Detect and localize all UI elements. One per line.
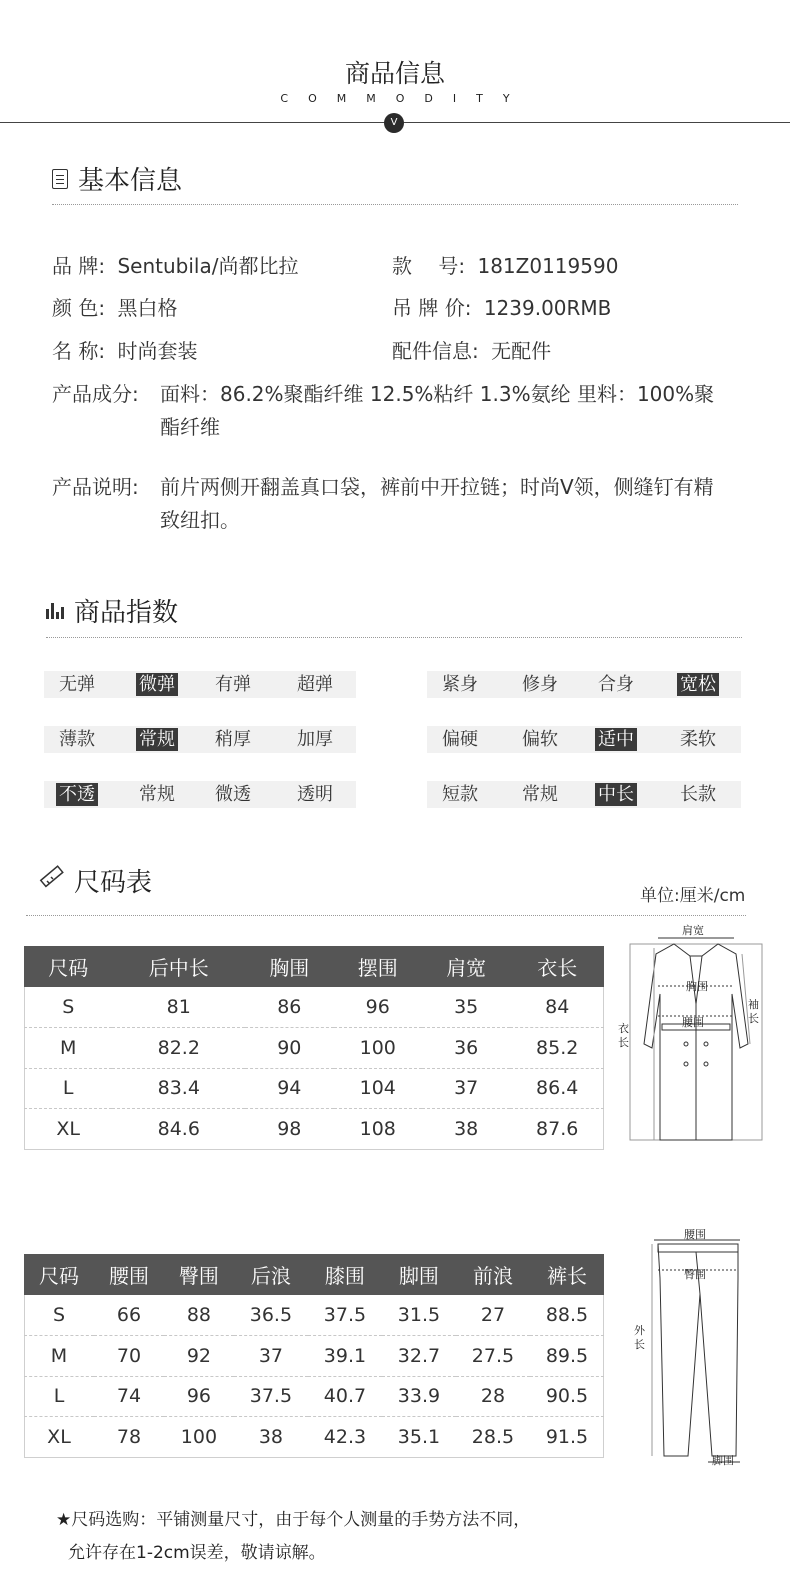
table-cell: 84 [510, 987, 604, 1028]
column-header: 臀围 [164, 1254, 234, 1295]
table-cell: 33.9 [382, 1376, 456, 1417]
table-cell: 96 [164, 1376, 234, 1417]
name-label: 名 称: [52, 339, 106, 363]
pants-diagram [632, 1228, 762, 1468]
column-header: 肩宽 [422, 946, 510, 987]
price-row [392, 292, 611, 321]
table-cell: 38 [258, 1426, 283, 1448]
index-option: 无弹 [59, 674, 95, 695]
color-label: 颜 色: [52, 296, 106, 320]
index-option: 修身 [522, 674, 558, 695]
table-cell: 83.4 [112, 1068, 245, 1109]
table-cell: L [24, 1068, 112, 1109]
column-header: 后中长 [112, 946, 245, 987]
coat-length-label-b: 长 [618, 1036, 629, 1049]
accessory-value: 无配件 [491, 339, 552, 363]
style-row [392, 250, 618, 279]
column-header: 裤长 [530, 1254, 604, 1295]
table-row [24, 1028, 604, 1069]
column-header: 尺码 [24, 946, 112, 987]
coat-shoulder-label: 肩宽 [682, 924, 704, 937]
basic-info-heading [52, 160, 182, 197]
table-cell: 88.5 [530, 1295, 604, 1336]
table-cell: 28 [456, 1376, 530, 1417]
table-cell: 90 [245, 1028, 333, 1069]
index-option: 常规 [139, 784, 175, 805]
coat-size-table [24, 946, 604, 1149]
pants-waist-label: 腰围 [684, 1228, 706, 1241]
index-option: 柔软 [680, 729, 716, 750]
description-value: 前片两侧开翻盖真口袋，裤前中开拉链；时尚V领，侧缝钉有精致纽扣。 [160, 475, 714, 532]
table-cell: 37 [234, 1336, 308, 1377]
size-heading [38, 862, 152, 899]
table-cell: 31.5 [382, 1295, 456, 1336]
table-cell: XL [47, 1426, 71, 1448]
index-option: 微透 [215, 784, 251, 805]
table-cell: 98 [277, 1118, 302, 1140]
table-row [24, 1336, 604, 1377]
index-bar [44, 671, 356, 698]
description-block [52, 471, 732, 541]
table-cell: 70 [94, 1336, 164, 1377]
table-cell: M [24, 1028, 112, 1069]
color-value: 黑白格 [117, 296, 178, 320]
column-header: 摆围 [334, 946, 422, 987]
price-value: 1239.00RMB [483, 296, 612, 320]
table-cell: S [24, 987, 112, 1028]
index-option: 常规 [136, 728, 178, 751]
coat-chest-label: 胸围 [686, 980, 708, 993]
index-bar [427, 781, 741, 808]
table-cell: 104 [334, 1068, 422, 1109]
table-cell: 89.5 [530, 1336, 604, 1377]
index-option: 适中 [595, 728, 637, 751]
coat-waist-label: 腰围 [682, 1016, 704, 1029]
table-cell: 39.1 [308, 1336, 382, 1377]
table-cell: 38 [454, 1118, 479, 1140]
pants-hem-label: 脚围 [712, 1454, 734, 1467]
accessory-label: 配件信息: [392, 339, 479, 363]
table-cell: 28.5 [471, 1426, 515, 1448]
table-cell: 108 [359, 1118, 396, 1140]
column-header: 尺码 [24, 1254, 94, 1295]
ruler-icon [38, 864, 64, 897]
chevron-down-icon: V [384, 113, 404, 133]
column-header: 腰围 [94, 1254, 164, 1295]
table-cell: 94 [245, 1068, 333, 1109]
table-cell: 66 [94, 1295, 164, 1336]
composition-label: 产品成分: [52, 382, 139, 406]
coat-diagram [618, 924, 764, 1144]
style-label: 款 号: [392, 254, 466, 278]
page-title: 商品信息 [344, 59, 445, 88]
brand-label: 品 牌: [52, 254, 106, 278]
index-option: 不透 [56, 783, 98, 806]
table-cell: 37.5 [234, 1376, 308, 1417]
brand-row [52, 250, 298, 279]
table-row [24, 1068, 604, 1109]
column-header: 前浪 [456, 1254, 530, 1295]
page-subtitle: COMMODITY [280, 92, 530, 105]
index-title: 商品指数 [74, 598, 179, 628]
index-option: 稍厚 [215, 729, 251, 750]
name-value: 时尚套装 [117, 339, 198, 363]
dotted-divider [52, 204, 738, 205]
composition-block [52, 378, 732, 448]
index-option: 中长 [595, 783, 637, 806]
table-cell: 27 [456, 1295, 530, 1336]
table-cell: 32.7 [382, 1336, 456, 1377]
index-option: 透明 [297, 784, 333, 805]
table-cell: 86 [245, 987, 333, 1028]
table-cell: 87.6 [536, 1118, 579, 1140]
table-cell: 96 [334, 987, 422, 1028]
index-option: 超弹 [297, 674, 333, 695]
table-cell: 82.2 [112, 1028, 245, 1069]
composition-value: 面料：86.2%聚酯纤维 12.5%粘纤 1.3%氨纶 里料：100%聚酯纤维 [160, 382, 715, 439]
table-row [24, 1295, 604, 1336]
style-value: 181Z0119590 [477, 254, 619, 278]
table-cell: 35 [422, 987, 510, 1028]
color-row [52, 292, 177, 321]
table-cell: 27.5 [456, 1336, 530, 1377]
size-note-line1: ★尺码选购：平铺测量尺寸，由于每个人测量的手势方法不同， [56, 1510, 531, 1530]
dotted-divider [46, 637, 742, 638]
column-header: 胸围 [245, 946, 333, 987]
coat-sleeve-label-a: 袖 [748, 998, 759, 1011]
size-title: 尺码表 [74, 868, 153, 898]
table-row [24, 1109, 604, 1150]
price-label: 吊 牌 价: [392, 296, 472, 320]
index-option: 短款 [442, 784, 478, 805]
table-cell: 92 [164, 1336, 234, 1377]
index-option: 长款 [680, 784, 716, 805]
table-cell: 78 [116, 1426, 142, 1448]
table-cell: 84.6 [157, 1118, 200, 1140]
index-option: 宽松 [677, 673, 719, 696]
table-cell: 35.1 [397, 1426, 441, 1448]
table-cell: 85.2 [510, 1028, 604, 1069]
table-row [24, 1376, 604, 1417]
index-bar [427, 671, 741, 698]
basic-info-title: 基本信息 [78, 166, 183, 196]
table-cell: 37.5 [308, 1295, 382, 1336]
table-cell: 40.7 [308, 1376, 382, 1417]
table-cell: 88 [164, 1295, 234, 1336]
table-cell: 36.5 [234, 1295, 308, 1336]
dotted-divider [26, 915, 746, 916]
index-heading [46, 592, 178, 629]
column-header: 脚围 [382, 1254, 456, 1295]
table-row [24, 1417, 604, 1458]
index-option: 加厚 [297, 729, 333, 750]
index-option: 偏软 [522, 729, 558, 750]
column-header: 衣长 [510, 946, 604, 987]
table-cell: 86.4 [510, 1068, 604, 1109]
index-option: 有弹 [215, 674, 251, 695]
pants-hip-label: 臀围 [684, 1268, 706, 1281]
index-option: 合身 [598, 674, 634, 695]
document-icon [52, 169, 68, 189]
table-cell: 36 [422, 1028, 510, 1069]
table-cell: S [24, 1295, 94, 1336]
index-option: 微弹 [136, 673, 178, 696]
coat-length-label-a: 衣 [618, 1022, 629, 1035]
pants-size-table [24, 1254, 604, 1457]
name-row [52, 335, 197, 364]
bar-chart-icon [46, 603, 64, 619]
index-bar [44, 781, 356, 808]
table-cell: 74 [94, 1376, 164, 1417]
table-cell: 100 [180, 1426, 218, 1448]
column-header: 后浪 [234, 1254, 308, 1295]
index-option: 偏硬 [442, 729, 478, 750]
table-cell: 81 [112, 987, 245, 1028]
table-cell: 91.5 [545, 1426, 589, 1448]
description-label: 产品说明: [52, 475, 139, 499]
table-cell: 100 [334, 1028, 422, 1069]
table-row [24, 987, 604, 1028]
pants-outer-label-a: 外 [634, 1324, 645, 1337]
table-cell: M [24, 1336, 94, 1377]
pants-outer-label-b: 长 [634, 1338, 645, 1351]
coat-sleeve-label-b: 长 [748, 1012, 759, 1025]
accessory-row [392, 335, 551, 364]
table-cell: 37 [422, 1068, 510, 1109]
index-bar [44, 726, 356, 753]
table-cell: XL [56, 1118, 81, 1140]
index-option: 紧身 [442, 674, 478, 695]
table-cell: L [24, 1376, 94, 1417]
column-header: 膝围 [308, 1254, 382, 1295]
unit-label: 单位:厘米/cm [640, 886, 746, 906]
size-note-line2: 允许存在1-2cm误差，敬请谅解。 [68, 1543, 326, 1563]
index-option: 常规 [522, 784, 558, 805]
table-cell: 42.3 [323, 1426, 367, 1448]
index-option: 薄款 [59, 729, 95, 750]
brand-value: Sentubila/尚都比拉 [117, 254, 299, 278]
table-cell: 90.5 [530, 1376, 604, 1417]
index-bar [427, 726, 741, 753]
